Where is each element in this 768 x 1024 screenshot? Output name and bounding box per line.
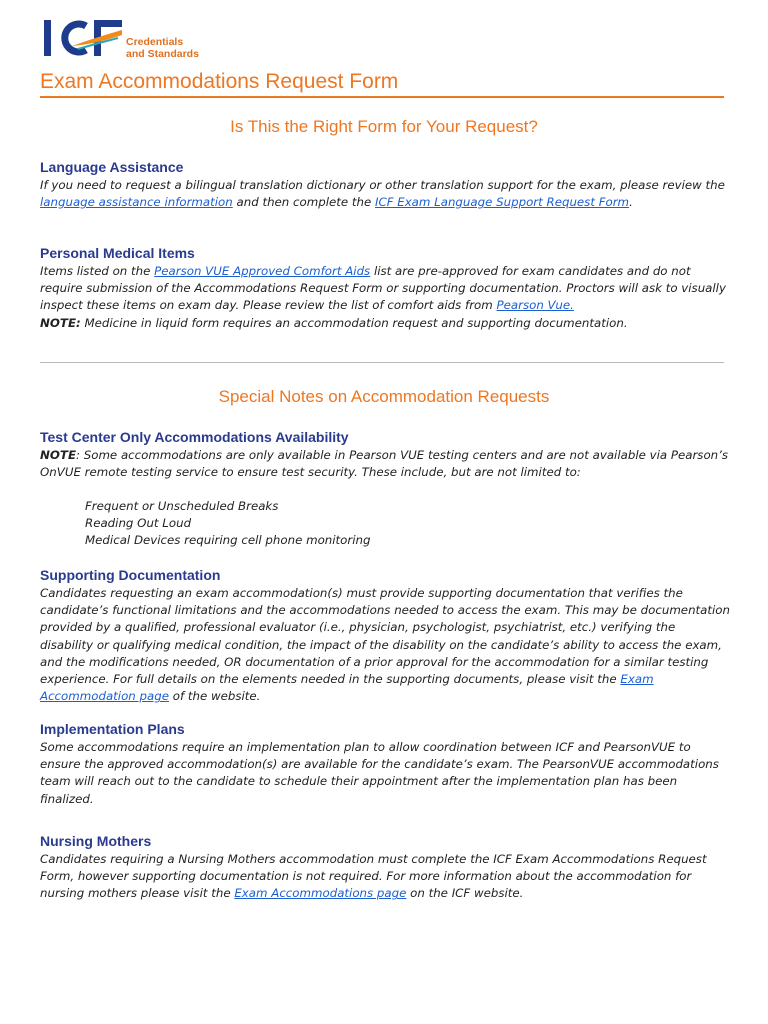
list-item: Frequent or Unscheduled Breaks [85, 499, 279, 513]
section-heading-right-form: Is This the Right Form for Your Request? [230, 117, 538, 136]
test-center-text: NOTE: Some accommodations are only available in Pearson VUE testing centers and are not available via Pearson’s OnVUE remote testing service to ensure test security. These include, but are not limited to: [40, 448, 729, 480]
exam-accommodations-page-link[interactable]: Exam Accommodations page [234, 886, 407, 901]
supporting-documentation-heading: Supporting Documentation [40, 567, 221, 583]
language-assistance-link[interactable]: language assistance information [40, 195, 233, 210]
test-center-heading: Test Center Only Accommodations Availability [40, 429, 349, 445]
logo-tagline-line1: Credentials [126, 36, 184, 48]
icf-logo-mark [42, 16, 126, 60]
logo-tagline [126, 36, 199, 60]
implementation-plans-heading: Implementation Plans [40, 721, 185, 737]
note-label: NOTE: [40, 315, 81, 330]
comfort-aids-link[interactable]: Pearson VUE Approved Comfort Aids [154, 264, 371, 278]
nursing-mothers-heading: Nursing Mothers [40, 833, 152, 849]
implementation-plans-text: Some accommodations require an implementation plan to allow coordination between ICF and PearsonVUE to ensure the approved accommodation(s) are available for the candidate’s exam. The PearsonVUE accommodations team will reach out to the candidate to schedule their appointment after the implementation plan has been finalized. [40, 740, 719, 806]
language-assistance-heading: Language Assistance [40, 159, 184, 175]
language-assistance-text: If you need to request a bilingual translation dictionary or other translation support for the exam, please review the language assistance information and then complete the ICF Exam Language Support Request Form. [40, 178, 725, 210]
supporting-documentation-text: Candidates requesting an exam accommodation(s) must provide supporting documentation that verifies the candidate’s functional limitations and the accommodations needed to access the exam. This may be documentation provided by a qualified, professional evaluator (i.e., physician, psychologist, psychiatrist, etc.) verifying the disability or qualifying medical condition, the impact of the disability on the candidate’s ability to access the exam, and the modifications needed, OR documentation of a prior approval for the accommodation for a similar testing experience. For full details on the elements needed in the supporting documents, please visit the Exam Accommodation page of the website. [40, 586, 730, 704]
title-divider [40, 96, 724, 98]
list-item: Reading Out Loud [85, 516, 192, 531]
form-title: Exam Accommodations Request Form [40, 70, 399, 93]
language-support-form-link[interactable]: ICF Exam Language Support Request Form [375, 195, 630, 210]
test-center-list [85, 498, 371, 550]
nursing-mothers-text: Candidates requiring a Nursing Mothers accommodation must complete the ICF Exam Accommodations Request Form, however supporting documentation is not required. For more information about the accommodation for nursing mothers please visit the Exam Accommodations page on the ICF website. [40, 852, 707, 901]
list-item: Medical Devices requiring cell phone monitoring [85, 533, 371, 548]
section-divider [40, 362, 724, 363]
test-center-note-label: NOTE [40, 448, 77, 462]
section-heading-special-notes: Special Notes on Accommodation Requests [218, 387, 550, 406]
personal-medical-items-heading: Personal Medical Items [40, 245, 195, 261]
personal-medical-items-text: Items listed on the Pearson VUE Approved Comfort Aids list are pre-approved for exam candidates and do not require submission of the Accommodations Request Form or supporting documentation. Proctors will ask to visually inspect these items on exam day. Please review the list of comfort aids from Pearson Vue. NOTE: Medicine in liquid form requires an accommodation request and supporting documentation. [40, 264, 726, 330]
exam-accommodation-link[interactable]: Exam Accommodation page [40, 672, 654, 704]
logo-tagline-line2: and Standards [126, 48, 199, 60]
pearson-vue-link[interactable]: Pearson Vue. [496, 298, 574, 313]
